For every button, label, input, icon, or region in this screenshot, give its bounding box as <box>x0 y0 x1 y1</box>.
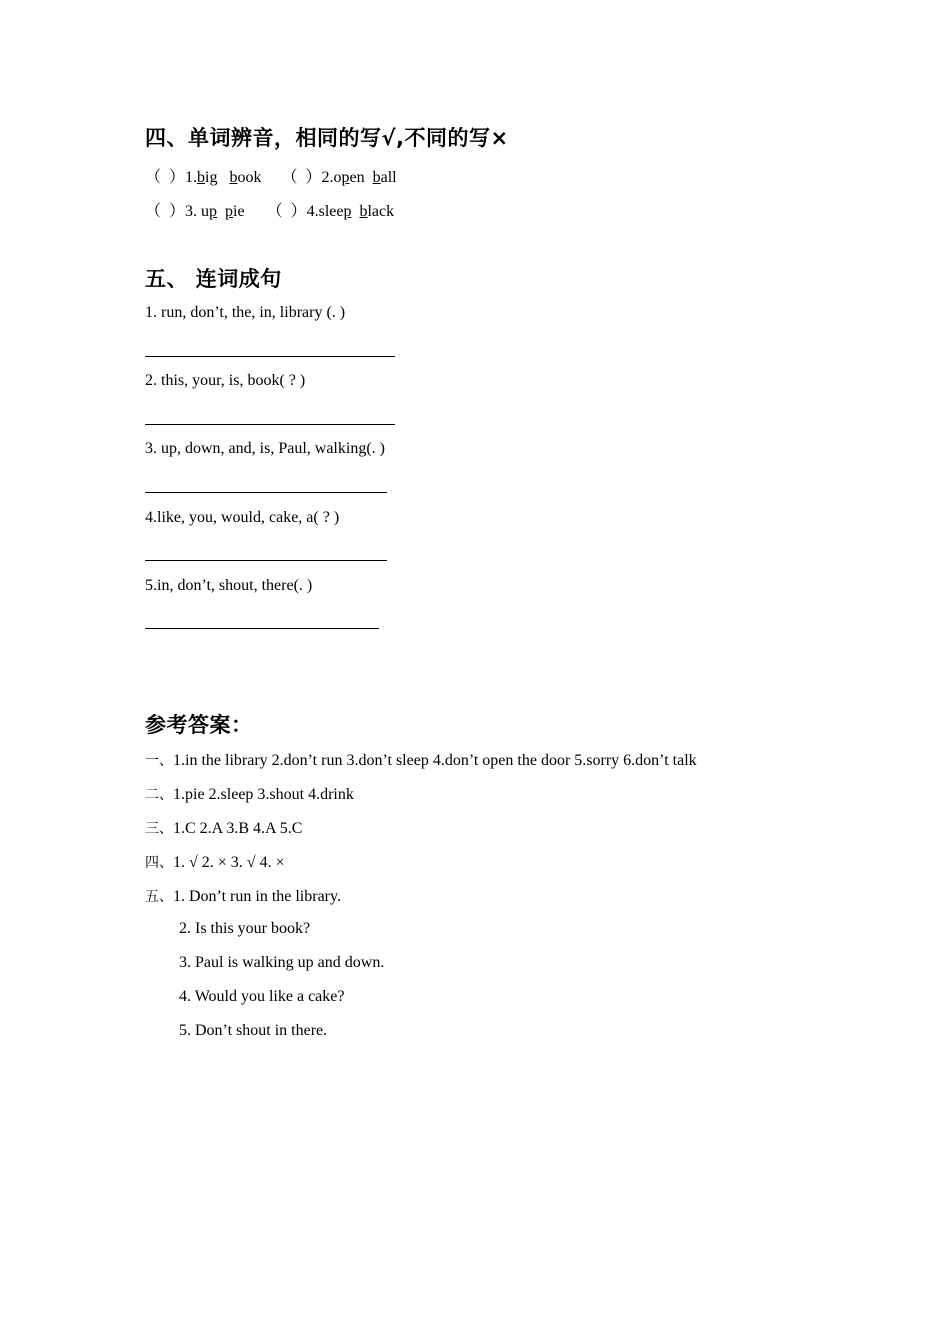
paren-open: （ <box>266 203 283 220</box>
sentence-item-1: 1. run, don’t, the, in, library (. ) <box>145 304 346 321</box>
answer-sub-2: 2. Is this your book? <box>179 920 311 937</box>
word-underlined-letter: b <box>359 203 368 220</box>
paren-open: （ <box>145 203 162 220</box>
word-underlined-letter: p <box>225 203 234 220</box>
word-underlined-letter: p <box>343 203 352 220</box>
answer-line-1 <box>145 750 697 770</box>
word-underlined-letter: b <box>372 169 381 186</box>
paren-close: ） <box>305 169 322 186</box>
answers-title: 参考答案： <box>145 713 253 737</box>
answer-text: 1.pie 2.sleep 3.shout 4.drink <box>173 786 354 803</box>
answer-line-5 <box>145 886 341 906</box>
answer-blank-5[interactable] <box>145 627 379 629</box>
paren-close: ） <box>169 169 186 186</box>
answer-line-4 <box>145 852 285 872</box>
word-rest: all <box>380 169 397 186</box>
answer-prefix: 五、 <box>145 889 173 905</box>
word-underlined-letter: b <box>197 169 206 186</box>
word-rest: lack <box>367 203 395 220</box>
word-underlined-letter: p <box>341 169 350 186</box>
answer-sub-3: 3. Paul is walking up and down. <box>179 954 385 971</box>
answer-prefix: 三、 <box>145 821 173 837</box>
answer-text: 1. √ 2. × 3. √ 4. × <box>173 854 285 871</box>
phonics-row-2 <box>145 198 394 221</box>
answer-sub-5: 5. Don’t shout in there. <box>179 1022 328 1039</box>
word-rest: o <box>333 169 342 186</box>
sentence-item-3: 3. up, down, and, is, Paul, walking(. ) <box>145 440 385 457</box>
paren-open: （ <box>145 169 162 186</box>
answer-blank-1[interactable] <box>145 355 395 357</box>
item-number: 2. <box>321 169 334 186</box>
phonics-row-1 <box>145 164 397 187</box>
section-5-title: 五、 连词成句 <box>145 267 282 291</box>
word-underlined-letter: b <box>229 169 238 186</box>
item-number: 3. <box>185 203 202 220</box>
word-rest: ig <box>205 169 218 186</box>
answer-blank-4[interactable] <box>145 559 387 561</box>
word-rest: en <box>349 169 365 186</box>
answer-text: 1. Don’t run in the library. <box>173 888 341 905</box>
word-rest: ook <box>237 169 262 186</box>
answer-line-3 <box>145 818 302 838</box>
sentence-item-4: 4.like, you, would, cake, a( ? ) <box>145 509 340 526</box>
answer-prefix: 二、 <box>145 787 173 803</box>
word-rest: u <box>201 203 210 220</box>
answer-prefix: 四、 <box>145 855 173 871</box>
word-rest: slee <box>318 203 344 220</box>
paren-open: （ <box>281 169 298 186</box>
sentence-item-2: 2. this, your, is, book( ? ) <box>145 372 306 389</box>
item-number: 4. <box>306 203 319 220</box>
item-number: 1. <box>185 169 198 186</box>
paren-close: ） <box>290 203 307 220</box>
word-rest: ie <box>233 203 245 220</box>
answer-blank-2[interactable] <box>145 423 395 425</box>
answer-blank-3[interactable] <box>145 491 387 493</box>
answer-line-2 <box>145 784 354 804</box>
section-4-title: 四、单词辨音，相同的写√,不同的写× <box>145 126 509 150</box>
answer-text: 1.C 2.A 3.B 4.A 5.C <box>173 820 303 837</box>
paren-close: ） <box>169 203 186 220</box>
answer-prefix: 一、 <box>145 753 173 769</box>
answer-sub-4: 4. Would you like a cake? <box>179 988 345 1005</box>
word-underlined-letter: p <box>209 203 218 220</box>
sentence-item-5: 5.in, don’t, shout, there(. ) <box>145 577 313 594</box>
answer-text: 1.in the library 2.don’t run 3.don’t sleep 4.don’t open the door 5.sorry 6.don’t talk <box>173 752 697 769</box>
